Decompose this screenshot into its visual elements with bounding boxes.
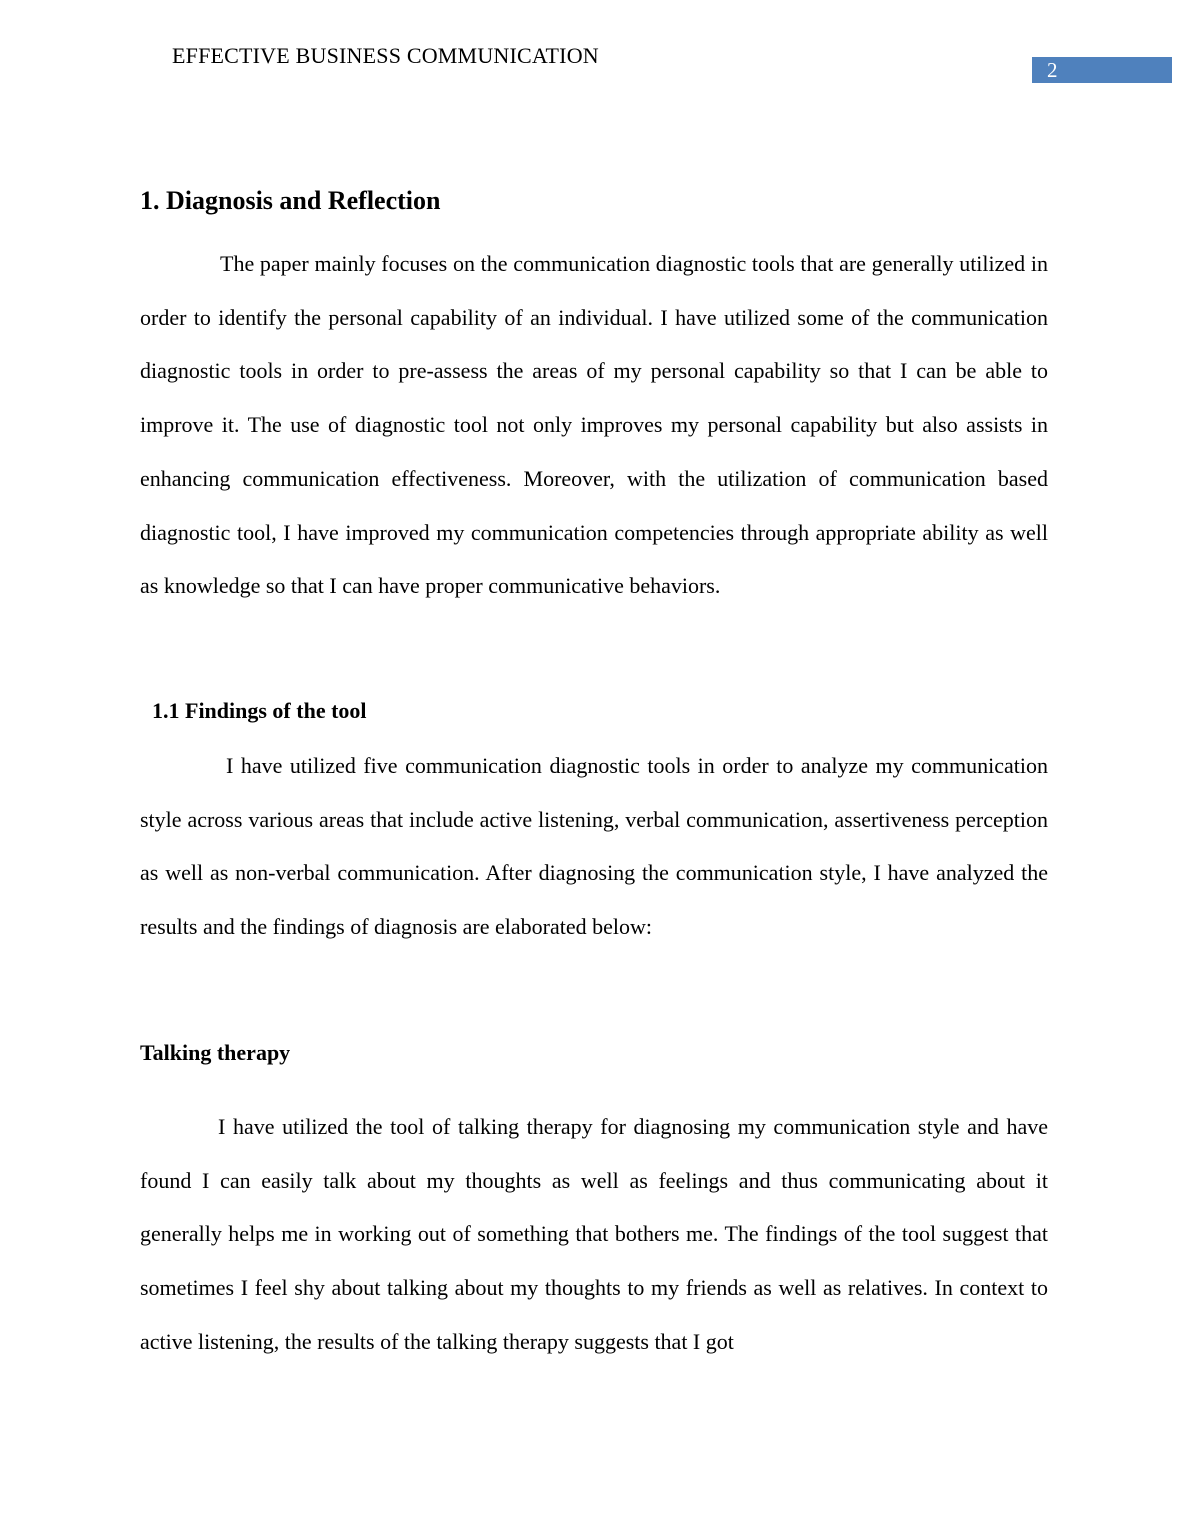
running-header-title: EFFECTIVE BUSINESS COMMUNICATION xyxy=(172,43,599,68)
paragraph-talking-therapy: I have utilized the tool of talking therapy for diagnosing my communication style and have found I can easily talk about my thoughts as well as feelings and thus communicating about it generally helps me in working out of something that bothers me. The findings of the tool suggest that sometimes I feel shy about talking about my thoughts to my friends as well as relatives. In context to active listening, the results of the talking therapy suggests that I got xyxy=(140,1114,1048,1354)
section-paragraph-intro: The paper mainly focuses on the communication diagnostic tools that are generally utilized in order to identify the personal capability of an individual. I have utilized some of the communication diagnostic tools in order to pre-assess the areas of my personal capability so that I can be able to improve it. The use of diagnostic tool not only improves my personal capability but also assists in enhancing communication effectiveness. Moreover, with the utilization of communication based diagnostic tool, I have improved my communication competencies through appropriate ability as well as knowledge so that I can have proper communicative behaviors. xyxy=(140,251,1048,599)
page-number: 2 xyxy=(1047,58,1058,82)
subsection-paragraph-findings: I have utilized five communication diagnostic tools in order to analyze my communication style across various areas that include active listening, verbal communication, assertiveness perception as well as non-verbal communication. After diagnosing the communication style, I have analyzed the results and the findings of diagnosis are elaborated below: xyxy=(140,753,1048,940)
subsection-heading-findings: 1.1 Findings of the tool xyxy=(152,698,367,723)
subheading-talking-therapy: Talking therapy xyxy=(140,1040,291,1065)
page-number-badge xyxy=(1032,57,1172,83)
section-heading-diagnosis-reflection: 1. Diagnosis and Reflection xyxy=(140,186,441,215)
